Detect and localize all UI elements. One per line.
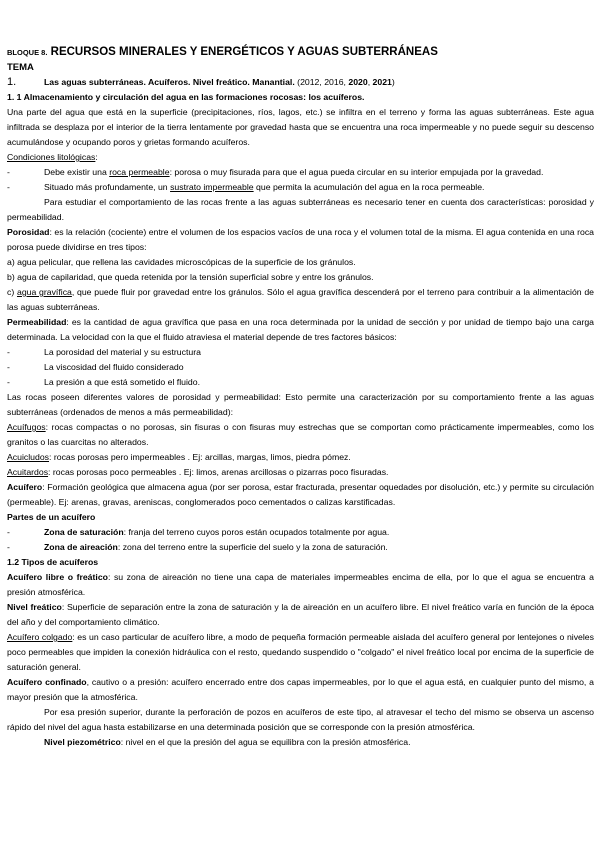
factor-item-1: - La porosidad del material y su estructura <box>7 347 201 357</box>
block-label: BLOQUE 8. <box>7 48 48 57</box>
water-type-c: c) agua gravífica, que puede fluir por gravedad entre los gránulos. Sólo el agua gravífica descenderá por el terreno para contribuir a la alimentación de las aguas subterráneas. <box>7 287 595 312</box>
perched-aquifer-paragraph: Acuífero colgado: es un caso particular de acuífero libre, a modo de pequeña formación permeable aislada del acuífero general por lentejones o niveles poco permeables que impiden la conexión hidráulica con el resto, quedando suspendido o "colgado" el nivel freático local por encima de la superficie de saturación general. <box>7 632 594 672</box>
pressure-paragraph: Por esa presión superior, durante la perforación de pozos en acuíferos de este tipo, al atravesar el techo del mismo se observa un ascenso rápido del nivel del agua hasta estabilizarse en una determinada posición que se corresponde con la presión atmosférica. <box>7 707 594 732</box>
confined-aquifer-paragraph: Acuífero confinado, cautivo o a presión: acuífero encerrado entre dos capas impermeables, por lo que el agua está, en cualquier punto del mismo, a mayor presión que la atmosférica. <box>7 677 594 702</box>
porosity-paragraph: Porosidad: es la relación (cociente) entre el volumen de los espacios vacíos de una roca y el volumen total de la misma. El agua contenida en una roca porosa puede dividirse en tres tipos: <box>7 227 594 252</box>
conditions-label: Condiciones litológicas: <box>7 152 98 162</box>
tema-label: TEMA <box>7 62 34 73</box>
tema-heading <box>7 75 594 90</box>
study-paragraph: Para estudiar el comportamiento de las rocas frente a las aguas subterráneas es necesario tener en cuenta dos características: porosidad y permeabilidad. <box>7 197 594 222</box>
intro-paragraph: Una parte del agua que está en la superficie (precipitaciones, ríos, lagos, etc.) se infiltra en el terreno y forma las aguas subterráneas. Este agua infiltrada se desplaza por el interior de la tierra lentamente por gravedad hasta que se encuentra una roca impermeable y no puede seguir su descenso acumulándose y ocupando poros y grietas formando acuíferos. <box>7 107 594 147</box>
document-page <box>7 45 594 750</box>
acuifugos-paragraph: Acuífugos: rocas compactas o no porosas, sin fisuras o con fisuras muy estrechas que se comportan como prácticamente impermeables, como los granitos o las cuarcitas no alterados. <box>7 422 594 447</box>
condition-item-2: - Situado más profundamente, un sustrato impermeable que permita la acumulación del agua en la roca permeable. <box>7 182 485 192</box>
block-title-text: RECURSOS MINERALES Y ENERGÉTICOS Y AGUAS SUBTERRÁNEAS <box>50 46 438 58</box>
block-title <box>7 45 594 60</box>
rocks-paragraph: Las rocas poseen diferentes valores de porosidad y permeabilidad: Esto permite una caracterización por su comportamiento frente a las aguas subterráneas (ordenados de menos a más permeabilidad): <box>7 392 594 417</box>
acuicludos-paragraph: Acuicludos: rocas porosas pero impermeables . Ej: arcillas, margas, limos, piedra pómez. <box>7 452 351 462</box>
water-type-b: b) agua de capilaridad, que queda retenida por la tensión superficial sobre y entre los gránulos. <box>7 272 374 282</box>
aquifer-parts-heading: Partes de un acuífero <box>7 512 96 522</box>
tema-years: (2012, 2016, 2020, 2021) <box>297 77 395 87</box>
section-heading-1-2: 1.2 Tipos de acuíferos <box>7 557 99 567</box>
permeability-paragraph: Permeabilidad: es la cantidad de agua gravífica que pasa en una roca determinada por la unidad de sección y por unidad de tiempo bajo una carga determinada. La velocidad con la que el fluido atraviesa el material depende de tres factores básicos: <box>7 317 594 342</box>
water-type-a: a) agua pelicular, que rellena las cavidades microscópicas de la superficie de los gránulos. <box>7 257 356 267</box>
tema-title: Las aguas subterráneas. Acuíferos. Nivel freático. Manantial. <box>44 77 295 87</box>
water-table-paragraph: Nivel freático: Superficie de separación entre la zona de saturación y la de aireación en un acuífero libre. El nivel freático varía en función de la época del año y del comportamiento climático. <box>7 602 595 627</box>
condition-item-1: - Debe existir una roca permeable: porosa o muy fisurada para que el agua pueda circular en su interior empujada por la gravedad. <box>7 167 544 177</box>
saturation-zone-item: - Zona de saturación: franja del terreno cuyos poros están ocupados totalmente por agua. <box>7 527 390 537</box>
section-heading-1-1: 1. 1 Almacenamiento y circulación del agua en las formaciones rocosas: los acuíferos. <box>7 92 365 102</box>
factor-item-2: - La viscosidad del fluido considerado <box>7 362 184 372</box>
factor-item-3: - La presión a que está sometido el fluido. <box>7 377 200 387</box>
piezometric-paragraph: Nivel piezométrico: nivel en el que la presión del agua se equilibra con la presión atmosférica. <box>44 737 411 747</box>
tema-number: 1. <box>7 76 17 88</box>
aeration-zone-item: - Zona de aireación: zona del terreno entre la superficie del suelo y la zona de saturación. <box>7 542 388 552</box>
free-aquifer-paragraph: Acuífero libre o freático: su zona de aireación no tiene una capa de materiales impermeables encima de ella, por lo que el agua se encuentra a presión atmosférica. <box>7 572 594 597</box>
acuitardos-paragraph: Acuitardos: rocas porosas poco permeables . Ej: limos, arenas arcillosas o pizarras poco fisuradas. <box>7 467 389 477</box>
acuifero-paragraph: Acuífero: Formación geológica que almacena agua (por ser porosa, estar fracturada, presentar oquedades por disolución, etc.) y permite su circulación (permeable). Ej: arenas, gravas, areniscas, conglomerados poco cementados o calizas karstificadas. <box>7 482 594 507</box>
